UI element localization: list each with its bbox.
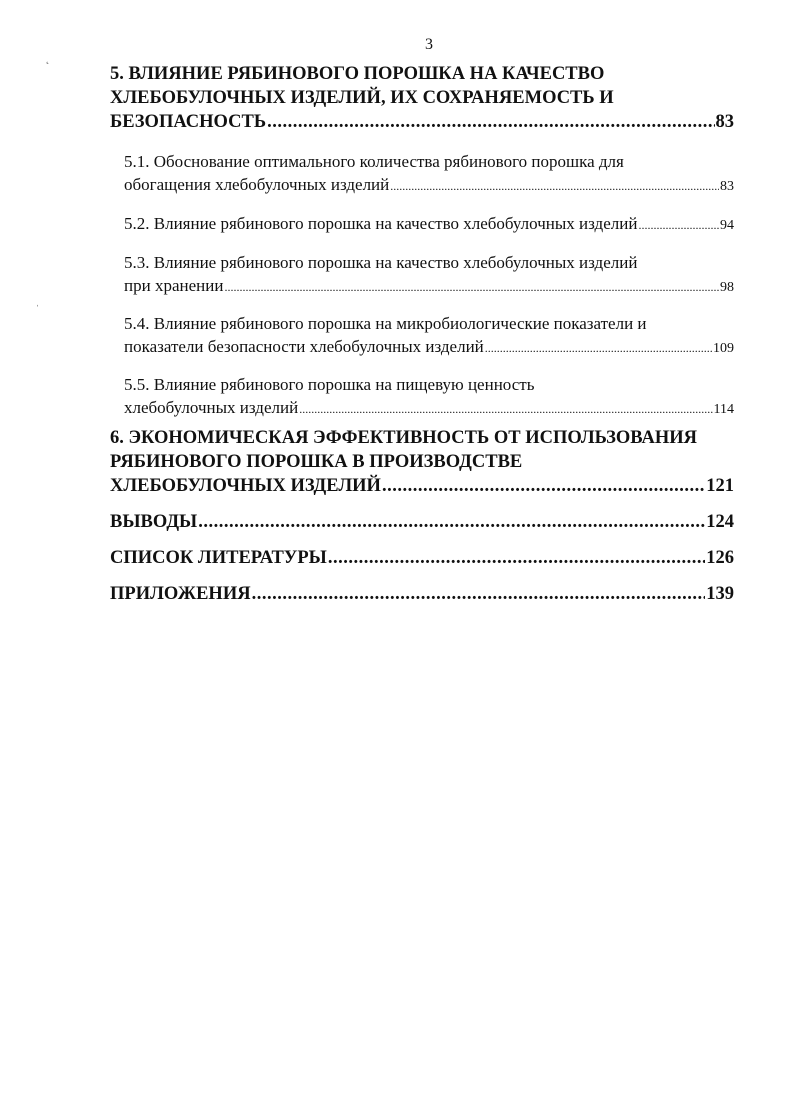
scan-speck: ˌ — [36, 296, 40, 307]
table-of-contents — [110, 62, 734, 606]
toc-entry-references[interactable] — [110, 546, 734, 570]
toc-entry-title: обогащения хлебобулочных изделий — [124, 175, 390, 194]
toc-entry-title: 5.3. Влияние рябинового порошка на качество хлебобулочных изделий — [124, 253, 638, 272]
toc-entry-chapter-6[interactable] — [110, 426, 734, 498]
dot-leader — [252, 582, 706, 606]
toc-entry-title: БЕЗОПАСНОСТЬ — [110, 112, 267, 132]
toc-page-number: 114 — [713, 402, 734, 417]
dot-leader — [299, 398, 712, 421]
toc-entry-title: 5.4. Влияние рябинового порошка на микробиологические показатели и — [124, 314, 647, 333]
dot-leader — [224, 276, 719, 299]
toc-entry-title: показатели безопасности хлебобулочных изделий — [124, 337, 484, 356]
dot-leader — [328, 546, 705, 570]
toc-page-number: 124 — [706, 512, 734, 532]
toc-page-number: 121 — [706, 476, 734, 496]
scan-speck: ˛ — [46, 54, 50, 65]
toc-entry-section-5-2[interactable] — [110, 212, 734, 237]
toc-entry-section-5-4[interactable] — [110, 312, 734, 360]
toc-page-number: 109 — [713, 341, 734, 356]
dot-leader — [198, 510, 705, 534]
toc-entry-chapter-5[interactable] — [110, 62, 734, 134]
toc-entry-title: ХЛЕБОБУЛОЧНЫХ ИЗДЕЛИЙ — [110, 476, 381, 496]
toc-page-number: 126 — [706, 548, 734, 568]
page-number: 3 — [425, 36, 433, 53]
toc-entry-section-5-5[interactable] — [110, 373, 734, 421]
toc-entry-title: 6. ЭКОНОМИЧЕСКАЯ ЭФФЕКТИВНОСТЬ ОТ ИСПОЛЬЗОВАНИЯ — [110, 428, 697, 448]
dot-leader — [638, 214, 719, 237]
toc-page-number: 83 — [720, 179, 734, 194]
toc-entry-title: РЯБИНОВОГО ПОРОШКА В ПРОИЗВОДСТВЕ — [110, 452, 523, 472]
toc-entry-title: ВЫВОДЫ — [110, 512, 198, 532]
dot-leader — [485, 337, 712, 360]
toc-entry-title: хлебобулочных изделий — [124, 398, 299, 417]
toc-entry-appendices[interactable] — [110, 582, 734, 606]
toc-page-number: 139 — [706, 584, 734, 604]
toc-entry-title: СПИСОК ЛИТЕРАТУРЫ — [110, 548, 327, 568]
toc-entry-conclusions[interactable] — [110, 510, 734, 534]
toc-entry-title: при хранении — [124, 276, 224, 295]
toc-page-number: 98 — [720, 280, 734, 295]
toc-entry-title: 5.2. Влияние рябинового порошка на качество хлебобулочных изделий — [124, 214, 638, 233]
toc-entry-title: 5. ВЛИЯНИЕ РЯБИНОВОГО ПОРОШКА НА КАЧЕСТВО — [110, 64, 605, 84]
toc-entry-title: 5.5. Влияние рябинового порошка на пищевую ценность — [124, 375, 535, 394]
dot-leader — [267, 110, 714, 134]
toc-entry-title: ПРИЛОЖЕНИЯ — [110, 584, 251, 604]
toc-entry-section-5-3[interactable] — [110, 251, 734, 299]
dot-leader — [382, 474, 705, 498]
toc-entry-section-5-1[interactable] — [110, 150, 734, 198]
toc-page-number: 94 — [720, 218, 734, 233]
toc-entry-title: 5.1. Обоснование оптимального количества рябинового порошка для — [124, 152, 624, 171]
toc-page-number: 83 — [715, 112, 734, 132]
toc-entry-title: ХЛЕБОБУЛОЧНЫХ ИЗДЕЛИЙ, ИХ СОХРАНЯЕМОСТЬ И — [110, 88, 614, 108]
dot-leader — [390, 175, 719, 198]
